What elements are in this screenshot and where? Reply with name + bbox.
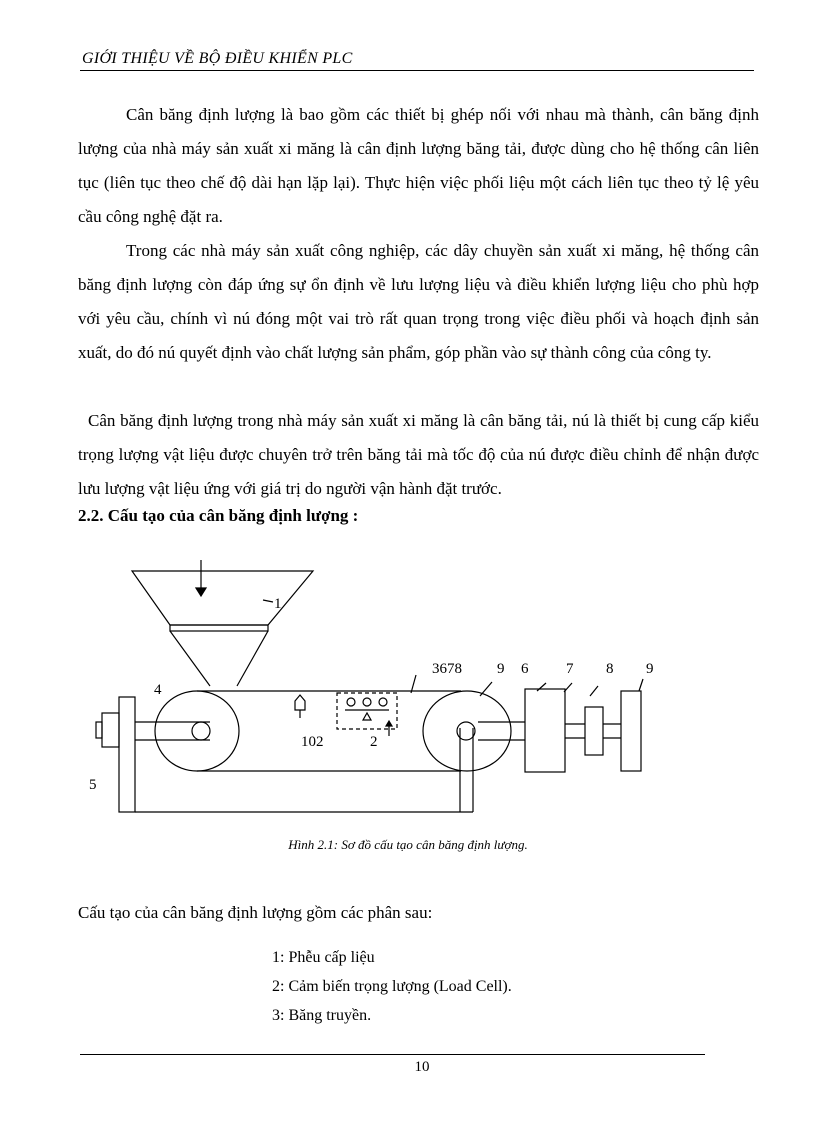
paragraph-2 xyxy=(78,234,759,370)
belt-scale-diagram xyxy=(80,560,680,820)
left-drum xyxy=(155,691,239,771)
list-item: 3: Băng truyền. xyxy=(272,1007,372,1024)
motor-box xyxy=(525,689,565,772)
paragraph-1-text: Cân băng định lượng là bao gồm các thiết bị ghép nối với nhau mà thành, cân băng định lượng của nhà máy sản xuất xi măng là cân định lượng băng tải, được dùng cho hệ thống cân liên tục (liên tục theo chế độ dài hạn lặp lại). Thực hiện việc phối liệu một cách liên tục theo tỷ lệ yêu cầu công nghệ đặt ra. xyxy=(78,105,759,226)
paragraph-1 xyxy=(78,98,759,234)
label-1: 1 xyxy=(274,596,282,612)
right-drum xyxy=(423,691,511,771)
list-item: 1: Phễu cấp liệu xyxy=(272,949,375,966)
label-4: 4 xyxy=(154,682,162,698)
label-8: 8 xyxy=(606,661,614,677)
component-list xyxy=(272,943,512,1030)
footer-rule xyxy=(80,1054,705,1055)
frame-end-plate xyxy=(119,697,135,812)
drive-box xyxy=(621,691,641,771)
motor-coupling xyxy=(102,713,119,747)
paragraph-3 xyxy=(78,404,759,506)
label-102: 102 xyxy=(301,734,324,750)
label-6: 6 xyxy=(521,661,529,677)
label-5: 5 xyxy=(89,777,97,793)
list-item: 2: Cảm biến trọng lượng (Load Cell). xyxy=(272,978,512,995)
figure-caption: Hình 2.1: Sơ đồ cấu tạo cân băng định lượng. xyxy=(288,837,528,852)
label-9b: 9 xyxy=(646,661,654,677)
paragraph-3-text: Cân băng định lượng trong nhà máy sản xuất xi măng là cân băng tải, nú là thiết bị cung cấp kiểu trọng lượng vật liệu được chuyên trở trên băng tải mà tốc độ của nú được điều chỉnh để nhận được lưu lượng vật liệu ứng với giá trị do người vận hành đặt trước. xyxy=(78,411,759,498)
list-intro: Cấu tạo của cân băng định lượng gồm các phân sau: xyxy=(78,903,433,922)
label-9a: 9 xyxy=(497,661,505,677)
page-header-title: GIỚI THIỆU VỀ BỘ ĐIỀU KHIỂN PLC xyxy=(82,50,353,67)
section-heading: 2.2. Cấu tạo của cân băng định lượng : xyxy=(78,506,359,525)
label-2: 2 xyxy=(370,734,378,750)
hopper-outlet xyxy=(170,625,268,631)
paragraph-2-text: Trong các nhà máy sản xuất công nghiệp, các dây chuyền sản xuất xi măng, hệ thống cân băng định lượng còn đáp ứng sự ổn định về lưu lượng liệu và điều khiển lượng liệu cho phù hợp với yêu cầu, chính vì nú đóng một vai trò rất quan trọng trong việc điều phối và hoạch định sản xuất, do đó nú quyết định vào chất lượng sản phẩm, góp phần vào sự thành công của công ty. xyxy=(78,241,759,362)
hopper xyxy=(132,571,313,625)
label-7: 7 xyxy=(566,661,574,677)
label-3678: 3678 xyxy=(432,661,462,677)
header-rule xyxy=(80,70,754,71)
speed-sensor xyxy=(295,695,305,710)
gearbox-box xyxy=(585,707,603,755)
page-number: 10 xyxy=(414,1059,430,1075)
